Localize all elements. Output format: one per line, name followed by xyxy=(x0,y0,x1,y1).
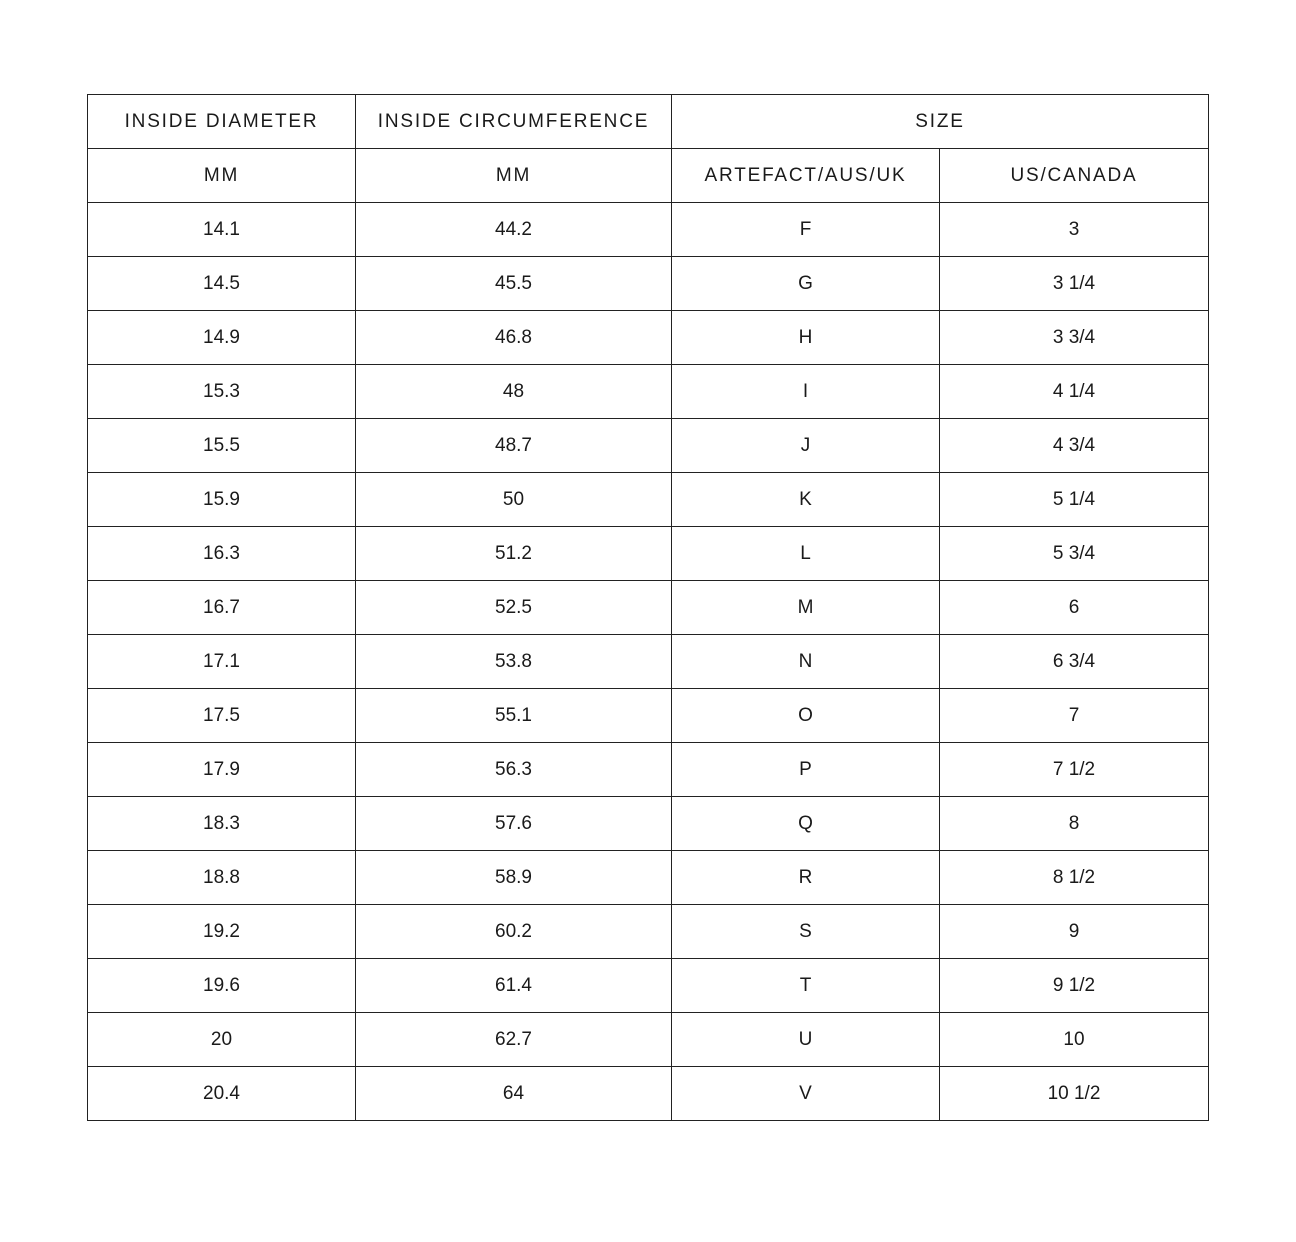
table-row xyxy=(88,257,1209,311)
cell-inside-circumference: 53.8 xyxy=(356,635,672,689)
cell-inside-circumference: 61.4 xyxy=(356,959,672,1013)
cell-size-us-canada: 7 xyxy=(940,689,1209,743)
cell-inside-diameter: 15.3 xyxy=(88,365,356,419)
cell-size-artefact-aus-uk: U xyxy=(672,1013,940,1067)
cell-inside-diameter: 20.4 xyxy=(88,1067,356,1121)
cell-inside-circumference: 55.1 xyxy=(356,689,672,743)
table-row xyxy=(88,635,1209,689)
cell-inside-circumference: 46.8 xyxy=(356,311,672,365)
header-us-canada: US/CANADA xyxy=(940,149,1209,203)
table-row xyxy=(88,473,1209,527)
cell-inside-circumference: 48.7 xyxy=(356,419,672,473)
cell-inside-circumference: 64 xyxy=(356,1067,672,1121)
cell-size-us-canada: 5 3/4 xyxy=(940,527,1209,581)
header-row-units xyxy=(88,149,1209,203)
table-row xyxy=(88,1013,1209,1067)
cell-inside-diameter: 14.9 xyxy=(88,311,356,365)
cell-size-us-canada: 3 xyxy=(940,203,1209,257)
cell-inside-diameter: 14.1 xyxy=(88,203,356,257)
table-row xyxy=(88,527,1209,581)
cell-size-artefact-aus-uk: T xyxy=(672,959,940,1013)
cell-size-artefact-aus-uk: F xyxy=(672,203,940,257)
cell-size-artefact-aus-uk: K xyxy=(672,473,940,527)
cell-size-artefact-aus-uk: M xyxy=(672,581,940,635)
table-row xyxy=(88,311,1209,365)
cell-inside-circumference: 50 xyxy=(356,473,672,527)
header-diameter-unit: MM xyxy=(88,149,356,203)
cell-inside-circumference: 60.2 xyxy=(356,905,672,959)
header-circumference-unit: MM xyxy=(356,149,672,203)
table-row xyxy=(88,419,1209,473)
cell-size-us-canada: 3 1/4 xyxy=(940,257,1209,311)
cell-size-artefact-aus-uk: N xyxy=(672,635,940,689)
header-inside-diameter: INSIDE DIAMETER xyxy=(88,95,356,149)
cell-inside-diameter: 20 xyxy=(88,1013,356,1067)
cell-size-us-canada: 4 1/4 xyxy=(940,365,1209,419)
cell-size-artefact-aus-uk: R xyxy=(672,851,940,905)
cell-size-us-canada: 9 1/2 xyxy=(940,959,1209,1013)
cell-size-us-canada: 3 3/4 xyxy=(940,311,1209,365)
cell-size-artefact-aus-uk: G xyxy=(672,257,940,311)
cell-size-us-canada: 10 xyxy=(940,1013,1209,1067)
table-body xyxy=(88,203,1209,1121)
cell-inside-diameter: 15.9 xyxy=(88,473,356,527)
cell-inside-circumference: 48 xyxy=(356,365,672,419)
cell-inside-diameter: 16.3 xyxy=(88,527,356,581)
table-row xyxy=(88,1067,1209,1121)
cell-inside-diameter: 17.1 xyxy=(88,635,356,689)
cell-inside-circumference: 62.7 xyxy=(356,1013,672,1067)
cell-size-artefact-aus-uk: V xyxy=(672,1067,940,1121)
cell-inside-circumference: 57.6 xyxy=(356,797,672,851)
header-size: SIZE xyxy=(672,95,1209,149)
cell-size-artefact-aus-uk: P xyxy=(672,743,940,797)
table-row xyxy=(88,797,1209,851)
table-row xyxy=(88,203,1209,257)
cell-inside-circumference: 56.3 xyxy=(356,743,672,797)
header-artefact-aus-uk: ARTEFACT/AUS/UK xyxy=(672,149,940,203)
cell-size-us-canada: 6 3/4 xyxy=(940,635,1209,689)
cell-inside-circumference: 52.5 xyxy=(356,581,672,635)
cell-inside-circumference: 45.5 xyxy=(356,257,672,311)
table-row xyxy=(88,365,1209,419)
cell-size-artefact-aus-uk: O xyxy=(672,689,940,743)
cell-size-artefact-aus-uk: L xyxy=(672,527,940,581)
table-row xyxy=(88,743,1209,797)
cell-size-us-canada: 8 1/2 xyxy=(940,851,1209,905)
cell-size-us-canada: 10 1/2 xyxy=(940,1067,1209,1121)
cell-size-us-canada: 7 1/2 xyxy=(940,743,1209,797)
table-row xyxy=(88,959,1209,1013)
cell-size-artefact-aus-uk: I xyxy=(672,365,940,419)
cell-size-us-canada: 9 xyxy=(940,905,1209,959)
cell-size-us-canada: 4 3/4 xyxy=(940,419,1209,473)
cell-inside-diameter: 17.9 xyxy=(88,743,356,797)
cell-size-us-canada: 6 xyxy=(940,581,1209,635)
cell-size-artefact-aus-uk: Q xyxy=(672,797,940,851)
cell-size-artefact-aus-uk: J xyxy=(672,419,940,473)
header-row-titles xyxy=(88,95,1209,149)
table-row xyxy=(88,851,1209,905)
cell-inside-diameter: 18.3 xyxy=(88,797,356,851)
ring-size-table xyxy=(87,94,1209,1121)
cell-inside-diameter: 19.2 xyxy=(88,905,356,959)
cell-inside-diameter: 15.5 xyxy=(88,419,356,473)
cell-size-artefact-aus-uk: S xyxy=(672,905,940,959)
cell-inside-circumference: 58.9 xyxy=(356,851,672,905)
cell-size-us-canada: 5 1/4 xyxy=(940,473,1209,527)
cell-inside-diameter: 18.8 xyxy=(88,851,356,905)
cell-inside-diameter: 17.5 xyxy=(88,689,356,743)
table-row xyxy=(88,581,1209,635)
table-row xyxy=(88,689,1209,743)
cell-inside-diameter: 16.7 xyxy=(88,581,356,635)
cell-inside-circumference: 44.2 xyxy=(356,203,672,257)
header-inside-circumference: INSIDE CIRCUMFERENCE xyxy=(356,95,672,149)
table-row xyxy=(88,905,1209,959)
cell-size-us-canada: 8 xyxy=(940,797,1209,851)
cell-size-artefact-aus-uk: H xyxy=(672,311,940,365)
cell-inside-diameter: 14.5 xyxy=(88,257,356,311)
cell-inside-diameter: 19.6 xyxy=(88,959,356,1013)
cell-inside-circumference: 51.2 xyxy=(356,527,672,581)
